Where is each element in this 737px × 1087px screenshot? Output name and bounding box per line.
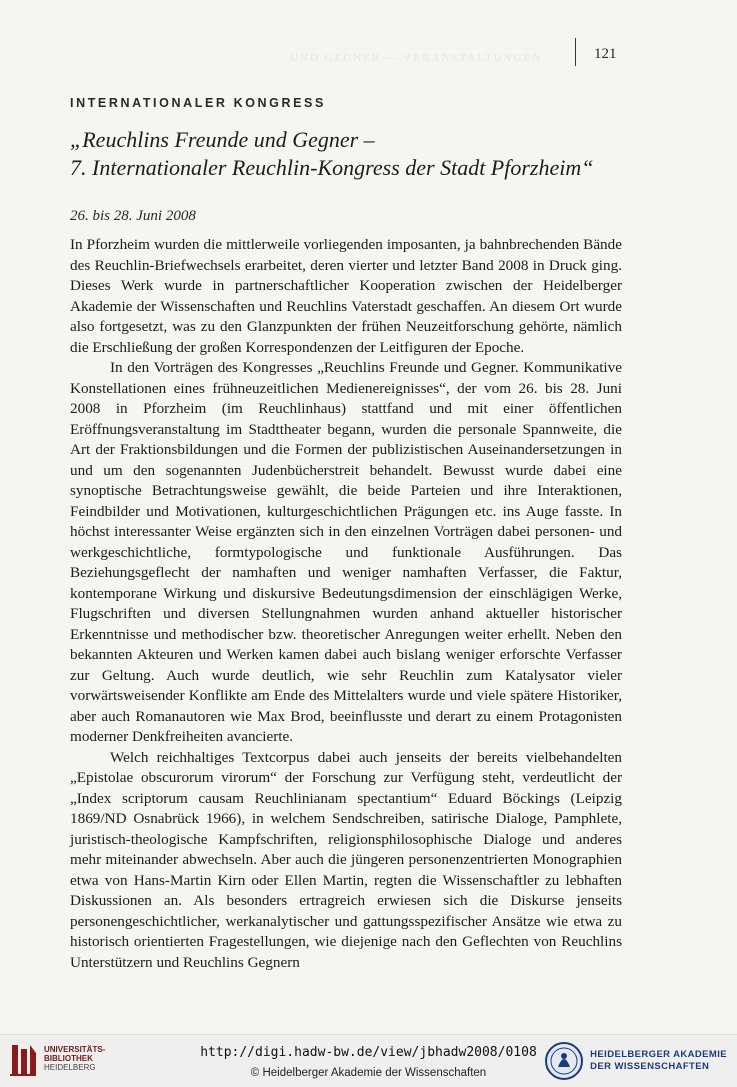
academy-name-line-2: DER WISSENSCHAFTEN (590, 1061, 710, 1072)
permalink-url[interactable]: http://digi.hadw-bw.de/view/jbhadw2008/0108 (200, 1045, 537, 1060)
library-name-line-3: HEIDELBERG (44, 1063, 96, 1072)
body-text (70, 235, 622, 973)
paragraph-2: In den Vorträgen des Kongresses „Reuchlins Freunde und Gegner. Kommunikative Konstellationen eines frühneuzeitlichen Medienereignisses“, der vom 26. bis 28. Juni 2008 in Pforzheim (im Reuchlinhaus) stattfand und mit einer öffentlichen Eröffnungsveranstaltung im Stadttheater begann, wurden die personale Spannweite, die Art der Fraktionsbildungen und die Formen der publizistischen Auseinandersetzungen in und um den sogenannten Judenbücherstreit behandelt. Bewusst wurde dabei eine synoptische Betrachtungsweise gewählt, die beide Parteien und ihre Interaktionen, Feindbilder und Motivationen, kulturgeschichtlichen Prägungen etc. ins Auge fasste. In höchst interessanter Weise ergänzten sich in den einzelnen Vorträgen dabei personen- und werkgeschichtliche, formtypologische und funktionale Ausführungen. Das Beziehungsgeflecht der namhaften und weniger namhaften Verfasser, die Faktur, kontemporane Wirkung und diskursive Bedeutungsdimension der einschlägigen Werke, Flugschriften und diversen Stellungnahmen wurden anhand aktueller historischer Erkenntnisse und methodischer bzw. theoretischer Anregungen weiter erhellt. Neben den bekannten Akteuren und Werken kamen dabei auch bislang weniger erforschte Verfasser zur Geltung. Auch wurde deutlich, wie sehr Reuchlin zum Katalysator vieler vorwärtsweisender Konflikte am Ende des Mittelalters wurde und viele spätere Historiker, aber auch Romanautoren wie Max Brod, beeinflusste und derart zu einem Protagonisten moderner Denkfreiheiten avancierte. (70, 359, 622, 745)
page-divider-rule (575, 38, 576, 66)
copyright-notice: © Heidelberger Akademie der Wissenschaften (250, 1067, 487, 1079)
academy-seal-icon (544, 1041, 584, 1081)
paragraph-1: In Pforzheim wurden die mittlerweile vorliegenden imposanten, ja bahnbrechenden Bände des Reuchlin-Briefwechsels erarbeitet, deren vierter und letzter Band 2008 in Druck ging. Dieses Werk wurde in partnerschaftlicher Kooperation zwischen der Heidelberger Akademie der Wissenschaften und Reuchlins Vaterstadt geschaffen. An diesem Ort wurde also fortgesetzt, was zu den Glanzpunkten der frühen Neuzeitforschung gehörte, nämlich die Erschließung der großen Korrespondenzen der Leitfiguren der Epoche. (70, 236, 622, 356)
digitization-footer (0, 1034, 737, 1087)
article-title (70, 126, 670, 182)
academy-name-line-1: HEIDELBERGER AKADEMIE (590, 1049, 727, 1060)
library-name-line-1: UNIVERSITÄTS- (44, 1045, 106, 1054)
title-line-1: „Reuchlins Freunde und Gegner – (70, 127, 375, 152)
academy-logo[interactable] (544, 1041, 727, 1081)
library-name-line-2: BIBLIOTHEK (44, 1054, 93, 1063)
running-head-ghost: UND GEGNER — VERANSTALTUNGEN (290, 52, 543, 64)
page-number: 121 (594, 46, 617, 62)
title-line-2: 7. Internationaler Reuchlin-Kongress der Stadt Pforzheim“ (70, 155, 594, 180)
event-date: 26. bis 28. Juni 2008 (70, 208, 196, 224)
section-label: INTERNATIONALER KONGRESS (70, 96, 326, 110)
paragraph-3: Welch reichhaltiges Textcorpus dabei auch jenseits der bereits vielbehandelten „Epistolae obscurorum virorum“ der Forschung zur Verfügung steht, verdeutlicht der „Index scriptorum causam Reuchlinianam spectantium“ Eduard Böckings (Leipzig 1869/ND Osnabrück 1966), in welchem Sendschreiben, satirische Dialoge, Pamphlete, juristisch-theologische Kampfschriften, religionsphilosophische Dialoge und anderes mehr miteinander abwechseln. Aber auch die jüngeren personenzentrierten Monographien etwa von Hans-Martin Kirn oder Ellen Martin, regten die Wissenschaftler zu lebhaften Diskussionen an. Als besonders ertragreich erwiesen sich die Diskurse jenseits personengeschichtlicher, werkanalytischer und gattungsspezifischer Ansätze wie etwa zu historisch orientierten Fragestellungen, wie diejenige nach den Geflechten von Reuchlins Unterstützern und Reuchlins Gegnern (70, 748, 622, 971)
